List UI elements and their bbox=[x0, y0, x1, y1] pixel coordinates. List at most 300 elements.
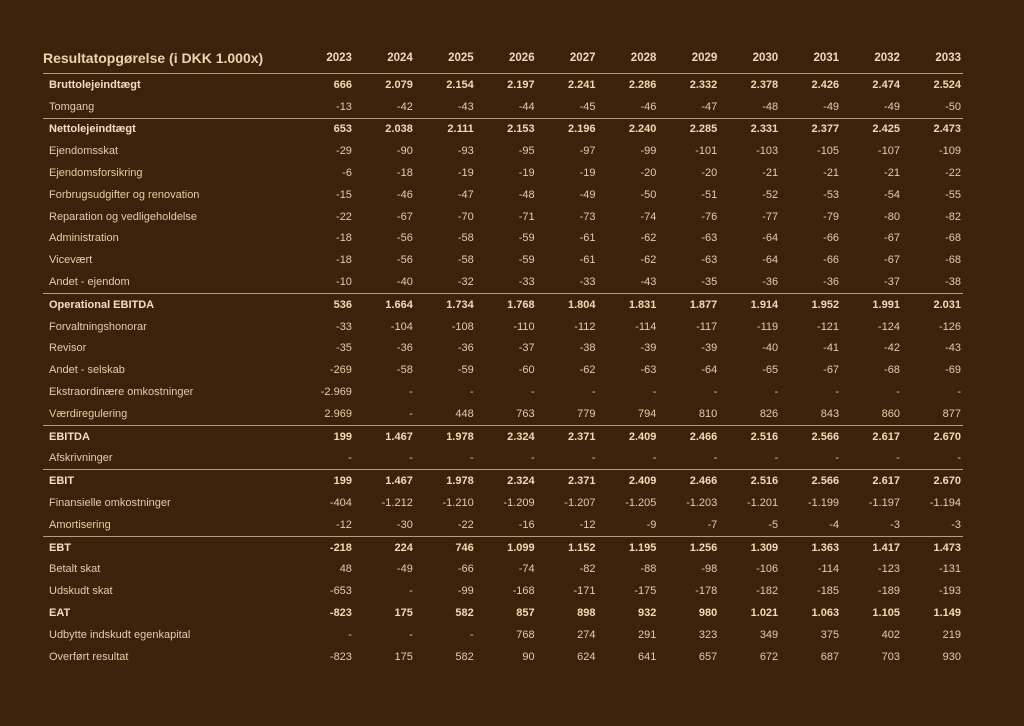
header-row bbox=[43, 42, 963, 74]
total-row bbox=[43, 74, 963, 96]
value-cell: 810 bbox=[698, 407, 718, 420]
year-header: 2027 bbox=[537, 42, 598, 74]
value-cell: -823 bbox=[329, 650, 352, 663]
value-cell: -15 bbox=[336, 188, 352, 201]
row-label: EBITDA bbox=[43, 425, 293, 447]
value-cell: -67 bbox=[884, 254, 900, 267]
value-cell: -59 bbox=[518, 254, 535, 267]
value-cell: -49 bbox=[396, 563, 413, 576]
value-cell: -62 bbox=[640, 254, 657, 267]
value-cell: 666 bbox=[333, 78, 352, 91]
value-cell: 48 bbox=[339, 563, 352, 576]
table-row bbox=[43, 580, 963, 602]
value-cell: -95 bbox=[518, 145, 535, 158]
value-cell: - bbox=[348, 628, 352, 641]
row-label: Andet - selskab bbox=[49, 364, 125, 377]
value-cell: -38 bbox=[945, 276, 961, 289]
value-cell: -97 bbox=[579, 145, 596, 158]
value-cell: -1.207 bbox=[564, 497, 596, 510]
value-cell: -193 bbox=[938, 585, 961, 598]
value-cell: 1.734 bbox=[415, 293, 476, 315]
value-cell: -42 bbox=[396, 100, 413, 113]
value-cell: -185 bbox=[817, 585, 840, 598]
table-row bbox=[43, 271, 963, 293]
value-cell: -178 bbox=[695, 585, 718, 598]
value-cell: - bbox=[409, 585, 413, 598]
value-cell: -19 bbox=[579, 167, 596, 180]
value-cell: - bbox=[774, 452, 779, 465]
value-cell: - bbox=[835, 386, 840, 399]
value-cell: 2.285 bbox=[658, 118, 719, 140]
value-cell: 2.425 bbox=[841, 118, 902, 140]
value-cell: 1.467 bbox=[354, 470, 415, 492]
value-cell: 349 bbox=[759, 628, 779, 641]
value-cell: 2.240 bbox=[598, 118, 659, 140]
value-cell: -58 bbox=[457, 254, 474, 267]
value-cell: -171 bbox=[573, 585, 596, 598]
value-cell: -54 bbox=[884, 188, 900, 201]
value-cell: -46 bbox=[640, 100, 657, 113]
value-cell: -51 bbox=[701, 188, 718, 201]
value-cell: -2.969 bbox=[320, 386, 352, 399]
table-row bbox=[43, 96, 963, 118]
value-cell: -21 bbox=[884, 167, 900, 180]
value-cell: 582 bbox=[455, 607, 474, 620]
value-cell: 2.377 bbox=[780, 118, 841, 140]
value-cell: -80 bbox=[884, 210, 900, 223]
value-cell: -1.205 bbox=[625, 497, 657, 510]
value-cell: 860 bbox=[881, 407, 900, 420]
value-cell: -63 bbox=[640, 364, 657, 377]
value-cell: -110 bbox=[513, 320, 535, 333]
row-label: Revisor bbox=[49, 342, 87, 355]
value-cell: -49 bbox=[823, 100, 840, 113]
row-label: Betalt skat bbox=[49, 563, 101, 576]
value-cell: -108 bbox=[451, 320, 474, 333]
value-cell: 2.196 bbox=[537, 118, 598, 140]
value-cell: -103 bbox=[756, 145, 779, 158]
value-cell: -43 bbox=[640, 276, 657, 289]
value-cell: -22 bbox=[336, 210, 352, 223]
value-cell: 779 bbox=[577, 407, 596, 420]
value-cell: -46 bbox=[396, 188, 413, 201]
table-row bbox=[43, 514, 963, 536]
value-cell: -50 bbox=[640, 188, 657, 201]
row-label: Overført resultat bbox=[49, 650, 129, 663]
value-cell: -22 bbox=[945, 167, 961, 180]
value-cell: 402 bbox=[881, 628, 900, 641]
value-cell: 2.378 bbox=[750, 78, 779, 91]
value-cell: -12 bbox=[336, 518, 352, 531]
table-row bbox=[43, 249, 963, 271]
value-cell: -38 bbox=[579, 342, 596, 355]
value-cell: 932 bbox=[638, 607, 657, 620]
value-cell: - bbox=[774, 386, 779, 399]
value-cell: -58 bbox=[457, 232, 474, 245]
value-cell: - bbox=[957, 452, 961, 465]
value-cell: -18 bbox=[396, 167, 413, 180]
value-cell: 1.978 bbox=[415, 425, 476, 447]
value-cell: 703 bbox=[881, 650, 900, 663]
value-cell: 2.426 bbox=[811, 78, 840, 91]
value-cell: -64 bbox=[762, 232, 779, 245]
value-cell: -52 bbox=[762, 188, 779, 201]
year-header: 2033 bbox=[902, 42, 963, 74]
value-cell: - bbox=[409, 628, 413, 641]
value-cell: 2.474 bbox=[872, 78, 900, 91]
value-cell: -41 bbox=[823, 342, 840, 355]
value-cell: -107 bbox=[877, 145, 900, 158]
value-cell: 843 bbox=[820, 407, 840, 420]
value-cell: -37 bbox=[518, 342, 535, 355]
value-cell: -71 bbox=[518, 210, 535, 223]
value-cell: 641 bbox=[638, 650, 657, 663]
value-cell: -98 bbox=[701, 563, 718, 576]
value-cell: -218 bbox=[293, 536, 354, 558]
value-cell: 930 bbox=[942, 650, 961, 663]
value-cell: -39 bbox=[640, 342, 657, 355]
value-cell: 763 bbox=[516, 407, 535, 420]
value-cell: -106 bbox=[756, 563, 779, 576]
value-cell: 1.152 bbox=[537, 536, 598, 558]
value-cell: 2.154 bbox=[446, 78, 474, 91]
year-header: 2030 bbox=[719, 42, 780, 74]
value-cell: - bbox=[470, 628, 474, 641]
value-cell: - bbox=[470, 452, 474, 465]
row-label: Udskudt skat bbox=[49, 585, 113, 598]
value-cell: -131 bbox=[938, 563, 961, 576]
value-cell: 657 bbox=[698, 650, 718, 663]
value-cell: - bbox=[409, 407, 413, 420]
value-cell: -40 bbox=[396, 276, 413, 289]
value-cell: -117 bbox=[696, 320, 718, 333]
value-cell: -99 bbox=[457, 585, 474, 598]
value-cell: 375 bbox=[820, 628, 840, 641]
value-cell: - bbox=[409, 452, 413, 465]
value-cell: 1.952 bbox=[780, 293, 841, 315]
value-cell: -49 bbox=[884, 100, 900, 113]
value-cell: -36 bbox=[762, 276, 779, 289]
value-cell: -126 bbox=[938, 320, 961, 333]
row-label: Bruttolejeindtægt bbox=[49, 78, 141, 91]
total-row bbox=[43, 536, 963, 558]
value-cell: -58 bbox=[396, 364, 413, 377]
value-cell: - bbox=[713, 452, 718, 465]
value-cell: -77 bbox=[762, 210, 779, 223]
value-cell: -119 bbox=[756, 320, 779, 333]
value-cell: -49 bbox=[579, 188, 596, 201]
value-cell: - bbox=[348, 452, 352, 465]
value-cell: 2.371 bbox=[537, 425, 598, 447]
value-cell: 1.105 bbox=[872, 607, 900, 620]
value-cell: -68 bbox=[945, 232, 961, 245]
value-cell: 2.332 bbox=[689, 78, 718, 91]
value-cell: 1.363 bbox=[780, 536, 841, 558]
row-label: Nettolejeindtægt bbox=[43, 118, 293, 140]
value-cell: -76 bbox=[701, 210, 718, 223]
value-cell: - bbox=[896, 452, 900, 465]
value-cell: -101 bbox=[695, 145, 718, 158]
value-cell: -61 bbox=[579, 254, 596, 267]
year-header: 2025 bbox=[415, 42, 476, 74]
value-cell: 1.467 bbox=[354, 425, 415, 447]
total-row bbox=[43, 602, 963, 624]
value-cell: 898 bbox=[577, 607, 596, 620]
value-cell: 2.466 bbox=[658, 425, 719, 447]
value-cell: -20 bbox=[701, 167, 718, 180]
table-row bbox=[43, 492, 963, 514]
value-cell: -1.203 bbox=[686, 497, 718, 510]
value-cell: -66 bbox=[457, 563, 474, 576]
value-cell: - bbox=[591, 452, 596, 465]
value-cell: -33 bbox=[579, 276, 596, 289]
value-cell: - bbox=[470, 386, 474, 399]
value-cell: -43 bbox=[945, 342, 961, 355]
value-cell: -63 bbox=[701, 232, 718, 245]
value-cell: -109 bbox=[938, 145, 961, 158]
value-cell: 877 bbox=[942, 407, 961, 420]
value-cell: -88 bbox=[640, 563, 657, 576]
row-label: Afskrivninger bbox=[49, 452, 113, 465]
row-label: Udbytte indskudt egenkapital bbox=[49, 628, 191, 641]
value-cell: -43 bbox=[457, 100, 474, 113]
value-cell: 2.286 bbox=[628, 78, 657, 91]
value-cell: 2.670 bbox=[902, 425, 963, 447]
year-header: 2031 bbox=[780, 42, 841, 74]
value-cell: -56 bbox=[396, 232, 413, 245]
value-cell: -18 bbox=[336, 232, 352, 245]
value-cell: -47 bbox=[457, 188, 474, 201]
table-row bbox=[43, 338, 963, 360]
value-cell: 768 bbox=[516, 628, 535, 641]
value-cell: 1.831 bbox=[598, 293, 659, 315]
value-cell: -3 bbox=[951, 518, 961, 531]
value-cell: -70 bbox=[457, 210, 474, 223]
value-cell: 672 bbox=[759, 650, 779, 663]
value-cell: -64 bbox=[762, 254, 779, 267]
value-cell: -4 bbox=[829, 518, 840, 531]
value-cell: 1.804 bbox=[537, 293, 598, 315]
value-cell: 2.617 bbox=[841, 470, 902, 492]
value-cell: -93 bbox=[457, 145, 474, 158]
year-header: 2026 bbox=[476, 42, 537, 74]
table-row bbox=[43, 184, 963, 206]
value-cell: -37 bbox=[884, 276, 900, 289]
value-cell: 2.409 bbox=[598, 425, 659, 447]
value-cell: 826 bbox=[759, 407, 779, 420]
value-cell: 2.670 bbox=[902, 470, 963, 492]
value-cell: -121 bbox=[817, 320, 840, 333]
value-cell: -36 bbox=[396, 342, 413, 355]
value-cell: -73 bbox=[579, 210, 596, 223]
value-cell: 794 bbox=[638, 407, 657, 420]
row-label: Administration bbox=[49, 232, 119, 245]
value-cell: -105 bbox=[817, 145, 840, 158]
value-cell: -18 bbox=[336, 254, 352, 267]
value-cell: -82 bbox=[945, 210, 961, 223]
value-cell: -55 bbox=[945, 188, 961, 201]
value-cell: 2.617 bbox=[841, 425, 902, 447]
value-cell: -16 bbox=[518, 518, 535, 531]
value-cell: -404 bbox=[329, 497, 352, 510]
value-cell: 2.331 bbox=[719, 118, 780, 140]
value-cell: 323 bbox=[698, 628, 718, 641]
value-cell: -12 bbox=[579, 518, 596, 531]
total-row bbox=[43, 425, 963, 447]
value-cell: -99 bbox=[640, 145, 657, 158]
value-cell: 1.195 bbox=[598, 536, 659, 558]
value-cell: -35 bbox=[701, 276, 718, 289]
value-cell: -124 bbox=[877, 320, 900, 333]
value-cell: 274 bbox=[577, 628, 596, 641]
value-cell: -69 bbox=[945, 364, 961, 377]
table-row bbox=[43, 162, 963, 184]
table-row bbox=[43, 646, 963, 668]
value-cell: - bbox=[409, 386, 413, 399]
value-cell: 1.877 bbox=[658, 293, 719, 315]
value-cell: -13 bbox=[336, 100, 352, 113]
value-cell: -32 bbox=[457, 276, 474, 289]
value-cell: 1.256 bbox=[658, 536, 719, 558]
row-label: Andet - ejendom bbox=[49, 276, 130, 289]
row-label: Værdiregulering bbox=[49, 407, 128, 420]
value-cell: -67 bbox=[884, 232, 900, 245]
row-label: Amortisering bbox=[49, 518, 111, 531]
table-row bbox=[43, 624, 963, 646]
value-cell: 1.063 bbox=[811, 607, 840, 620]
value-cell: 199 bbox=[293, 425, 354, 447]
value-cell: - bbox=[713, 386, 718, 399]
value-cell: -48 bbox=[762, 100, 779, 113]
row-label: Ejendomsskat bbox=[49, 145, 119, 158]
value-cell: - bbox=[896, 386, 900, 399]
value-cell: 2.241 bbox=[567, 78, 596, 91]
value-cell: -1.201 bbox=[746, 497, 779, 510]
value-cell: -22 bbox=[457, 518, 474, 531]
value-cell: -74 bbox=[518, 563, 535, 576]
value-cell: 90 bbox=[522, 650, 535, 663]
value-cell: -33 bbox=[518, 276, 535, 289]
value-cell: 653 bbox=[293, 118, 354, 140]
value-cell: 291 bbox=[638, 628, 657, 641]
value-cell: -90 bbox=[396, 145, 413, 158]
value-cell: 2.566 bbox=[780, 425, 841, 447]
value-cell: -1.209 bbox=[503, 497, 535, 510]
row-label: Vicevært bbox=[49, 254, 93, 267]
row-label: Forvaltningshonorar bbox=[49, 320, 147, 333]
year-header: 2023 bbox=[293, 42, 354, 74]
value-cell: 224 bbox=[354, 536, 415, 558]
value-cell: 624 bbox=[577, 650, 596, 663]
value-cell: -29 bbox=[336, 145, 352, 158]
value-cell: -19 bbox=[457, 167, 474, 180]
value-cell: -19 bbox=[518, 167, 535, 180]
value-cell: -67 bbox=[396, 210, 413, 223]
value-cell: -182 bbox=[756, 585, 779, 598]
value-cell: -64 bbox=[701, 364, 718, 377]
value-cell: 2.516 bbox=[719, 425, 780, 447]
row-label: EBT bbox=[43, 536, 293, 558]
value-cell: -67 bbox=[823, 364, 840, 377]
row-label: EAT bbox=[49, 607, 71, 620]
value-cell: -114 bbox=[635, 320, 657, 333]
value-cell: -1.197 bbox=[868, 497, 900, 510]
value-cell: -1.194 bbox=[929, 497, 961, 510]
value-cell: 2.524 bbox=[933, 78, 961, 91]
value-cell: 2.371 bbox=[537, 470, 598, 492]
value-cell: -112 bbox=[574, 320, 596, 333]
value-cell: -6 bbox=[342, 167, 352, 180]
value-cell: -63 bbox=[701, 254, 718, 267]
value-cell: -65 bbox=[762, 364, 779, 377]
value-cell: 857 bbox=[516, 607, 535, 620]
value-cell: -5 bbox=[768, 518, 779, 531]
table-row bbox=[43, 381, 963, 403]
table-row bbox=[43, 316, 963, 338]
value-cell: - bbox=[652, 452, 657, 465]
value-cell: 2.969 bbox=[324, 407, 352, 420]
value-cell: -823 bbox=[329, 607, 352, 620]
income-statement-table bbox=[43, 42, 963, 668]
value-cell: 1.473 bbox=[902, 536, 963, 558]
total-row bbox=[43, 470, 963, 492]
value-cell: 1.914 bbox=[719, 293, 780, 315]
value-cell: 2.079 bbox=[385, 78, 413, 91]
row-label: Tomgang bbox=[49, 100, 95, 113]
value-cell: 2.466 bbox=[658, 470, 719, 492]
value-cell: -653 bbox=[329, 585, 352, 598]
value-cell: 536 bbox=[293, 293, 354, 315]
value-cell: 219 bbox=[942, 628, 961, 641]
value-cell: -20 bbox=[640, 167, 657, 180]
value-cell: -66 bbox=[823, 232, 840, 245]
value-cell: -59 bbox=[457, 364, 474, 377]
table-row bbox=[43, 559, 963, 581]
year-header: 2028 bbox=[598, 42, 659, 74]
value-cell: 2.038 bbox=[354, 118, 415, 140]
value-cell: -82 bbox=[579, 563, 596, 576]
value-cell: - bbox=[957, 386, 961, 399]
value-cell: -47 bbox=[701, 100, 718, 113]
value-cell: -10 bbox=[336, 276, 352, 289]
value-cell: -50 bbox=[945, 100, 961, 113]
value-cell: - bbox=[530, 452, 535, 465]
value-cell: 1.309 bbox=[719, 536, 780, 558]
value-cell: 1.991 bbox=[841, 293, 902, 315]
total-row bbox=[43, 293, 963, 315]
value-cell: -1.210 bbox=[442, 497, 474, 510]
value-cell: 746 bbox=[415, 536, 476, 558]
value-cell: -175 bbox=[634, 585, 657, 598]
value-cell: - bbox=[530, 386, 535, 399]
value-cell: -44 bbox=[518, 100, 535, 113]
value-cell: -74 bbox=[640, 210, 657, 223]
total-row bbox=[43, 118, 963, 140]
value-cell: 2.324 bbox=[476, 425, 537, 447]
value-cell: 2.566 bbox=[780, 470, 841, 492]
row-label: Operational EBITDA bbox=[43, 293, 293, 315]
value-cell: 2.197 bbox=[507, 78, 535, 91]
value-cell: -79 bbox=[823, 210, 840, 223]
year-header: 2029 bbox=[658, 42, 719, 74]
value-cell: 1.664 bbox=[354, 293, 415, 315]
value-cell: -1.199 bbox=[807, 497, 840, 510]
value-cell: -61 bbox=[579, 232, 596, 245]
value-cell: -21 bbox=[762, 167, 779, 180]
value-cell: -68 bbox=[884, 364, 900, 377]
table-row bbox=[43, 403, 963, 425]
value-cell: -168 bbox=[512, 585, 535, 598]
